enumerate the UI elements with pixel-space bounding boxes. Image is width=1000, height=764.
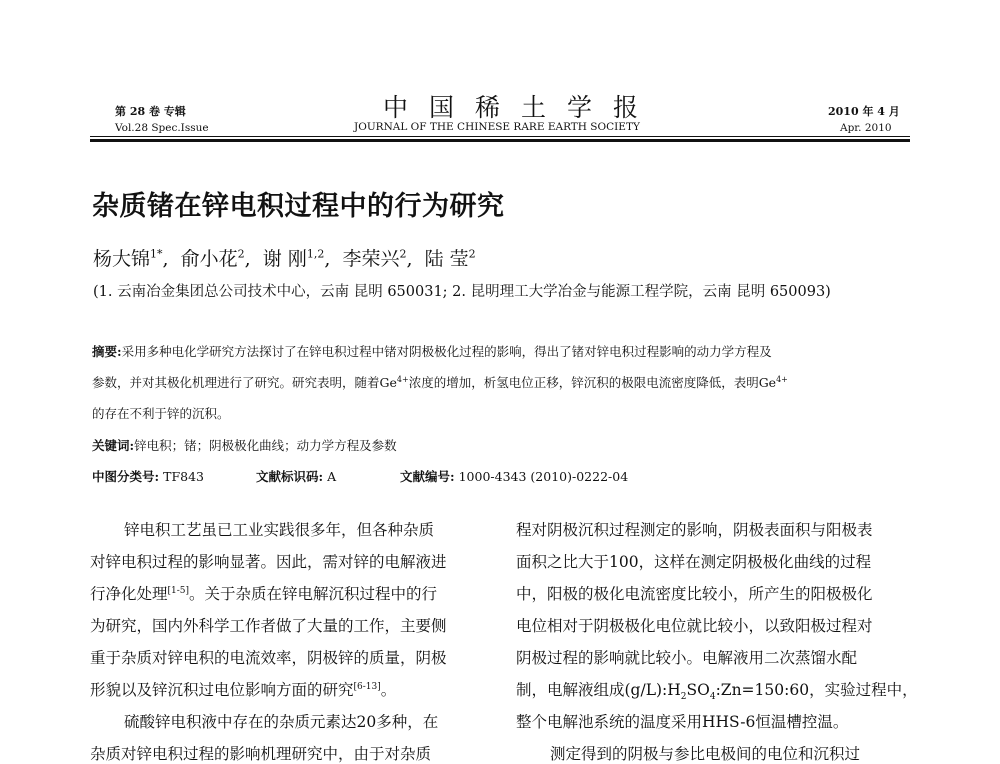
article-title: 杂质锗在锌电积过程中的行为研究: [92, 191, 505, 222]
author-affil-mark: 2: [468, 247, 476, 261]
article-number-label: 文献编号:: [400, 469, 455, 484]
formula-subscript: 4: [709, 692, 716, 703]
doc-code-value: A: [327, 469, 337, 484]
body-left-line: [90, 582, 437, 604]
keywords-line: [92, 436, 397, 454]
body-left-line: 锌电积工艺虽已工业实践很多年，但各种杂质: [124, 521, 435, 539]
author-list: 杨大锦$^{1*}$, 俞小花$^2$, 谢 刚$^{1,2}$, 李荣兴$^2$, 陆 莹$^2$: [93, 247, 476, 270]
journal-title-cn: 中国稀土学报: [383, 93, 660, 122]
volume-cn: 第 28 卷 专辑: [115, 105, 186, 118]
author-affil-mark: 2: [237, 247, 245, 261]
classification-line: [92, 467, 204, 485]
clc-label: 中图分类号:: [92, 469, 160, 484]
body-right-line: 整个电解池系统的温度采用HHS-6恒温槽控温。: [516, 713, 849, 731]
author-name: 俞小花: [180, 248, 238, 270]
body-right-line: 面积之比大于100，这样在测定阴极极化曲线的过程: [516, 553, 872, 571]
body-text: 形貌以及锌沉积过电位影响方面的研究: [90, 681, 354, 699]
abstract-line: [92, 373, 788, 391]
keywords-label: 关键词:: [92, 438, 135, 453]
abstract-text: 浓度的增加，析氢电位正移，锌沉积的极限电流密度降低，表明Ge: [408, 375, 777, 390]
abstract-text: 参数，并对其极化机理进行了研究。研究表明，随着Ge: [92, 375, 397, 390]
author-affil-mark: 1,2: [306, 247, 325, 261]
citation-ref: [1-5]: [167, 585, 190, 596]
author-name: 李荣兴: [342, 248, 400, 270]
keywords-text: 锌电积；锗；阴极极化曲线；动力学方程及参数: [134, 438, 397, 453]
author-affil-mark: 2: [399, 247, 407, 261]
body-right-line: 阴极过程的影响就比较小。电解液用二次蒸馏水配: [516, 649, 858, 667]
doc-code-label: 文献标识码:: [256, 469, 324, 484]
journal-title-en: JOURNAL OF THE CHINESE RARE EARTH SOCIETY: [354, 121, 640, 133]
body-text: 制，电解液组成(g/L):H: [516, 681, 681, 699]
body-left-line: 重于杂质对锌电积的电流效率，阴极锌的质量，阴极: [90, 649, 447, 667]
body-right-line: 中，阳极的极化电流密度比较小，所产生的阳极极化: [516, 585, 873, 603]
header-rule-thin: [90, 136, 910, 137]
abstract-line: [92, 342, 772, 360]
body-right-line: 程对阴极沉积过程测定的影响，阴极表面积与阳极表: [516, 521, 873, 539]
body-right-line: 测定得到的阴极与参比电极间的电位和沉积过: [550, 745, 861, 763]
body-left-line: [90, 678, 396, 700]
body-right-line: 电位相对于阴极极化电位就比较小，以致阳极过程对: [516, 617, 873, 635]
citation-ref: [6-13]: [353, 681, 381, 692]
body-left-line: 对锌电积过程的影响显著。因此，需对锌的电解液进: [90, 553, 447, 571]
abstract-superscript: 4+: [776, 374, 788, 384]
body-text: :Zn=150:60，实验过程中，: [715, 681, 918, 699]
body-left-line: 杂质对锌电积过程的影响机理研究中，由于对杂质: [90, 745, 432, 763]
volume-en: Vol.28 Spec.Issue: [115, 122, 209, 134]
abstract-text: 采用多种电化学研究方法探讨了在锌电积过程中锗对阴极极化过程的影响，得出了锗对锌电积过程影响的动力学方程及: [121, 344, 772, 359]
article-number-value: 1000-4343 (2010)-0222-04: [458, 469, 629, 484]
abstract-superscript: 4+: [396, 374, 409, 384]
header-rule-thick: [90, 139, 910, 142]
author-affil-mark: 1*: [150, 247, 163, 261]
issue-date-cn: 2010 年 4 月: [828, 105, 900, 118]
abstract-text: 的存在不利于锌的沉积。: [92, 406, 230, 421]
body-left-line: 为研究，国内外科学工作者做了大量的工作，主要侧: [90, 617, 447, 635]
issue-date-en: Apr. 2010: [840, 122, 892, 134]
abstract-label: 摘要:: [92, 344, 122, 359]
article-number-line: [400, 467, 628, 485]
body-text: 。: [380, 681, 397, 699]
author-name: 杨大锦: [93, 248, 151, 270]
body-text: 行净化处理: [90, 585, 168, 603]
clc-value: TF843: [163, 469, 204, 484]
author-name: 谢 刚: [262, 248, 307, 270]
body-text: SO: [686, 681, 710, 699]
author-name: 陆 莹: [424, 248, 469, 270]
body-right-line: [516, 678, 918, 702]
author-affiliations: (1. 云南冶金集团总公司技术中心，云南 昆明 650031; 2. 昆明理工大学冶金与能源工程学院，云南 昆明 650093): [93, 284, 831, 300]
body-left-line: 硫酸锌电积液中存在的杂质元素达20多种，在: [124, 713, 439, 731]
body-text: 。关于杂质在锌电解沉积过程中的行: [189, 585, 438, 603]
formula-subscript: 2: [680, 692, 687, 703]
doc-code-line: [256, 467, 336, 485]
